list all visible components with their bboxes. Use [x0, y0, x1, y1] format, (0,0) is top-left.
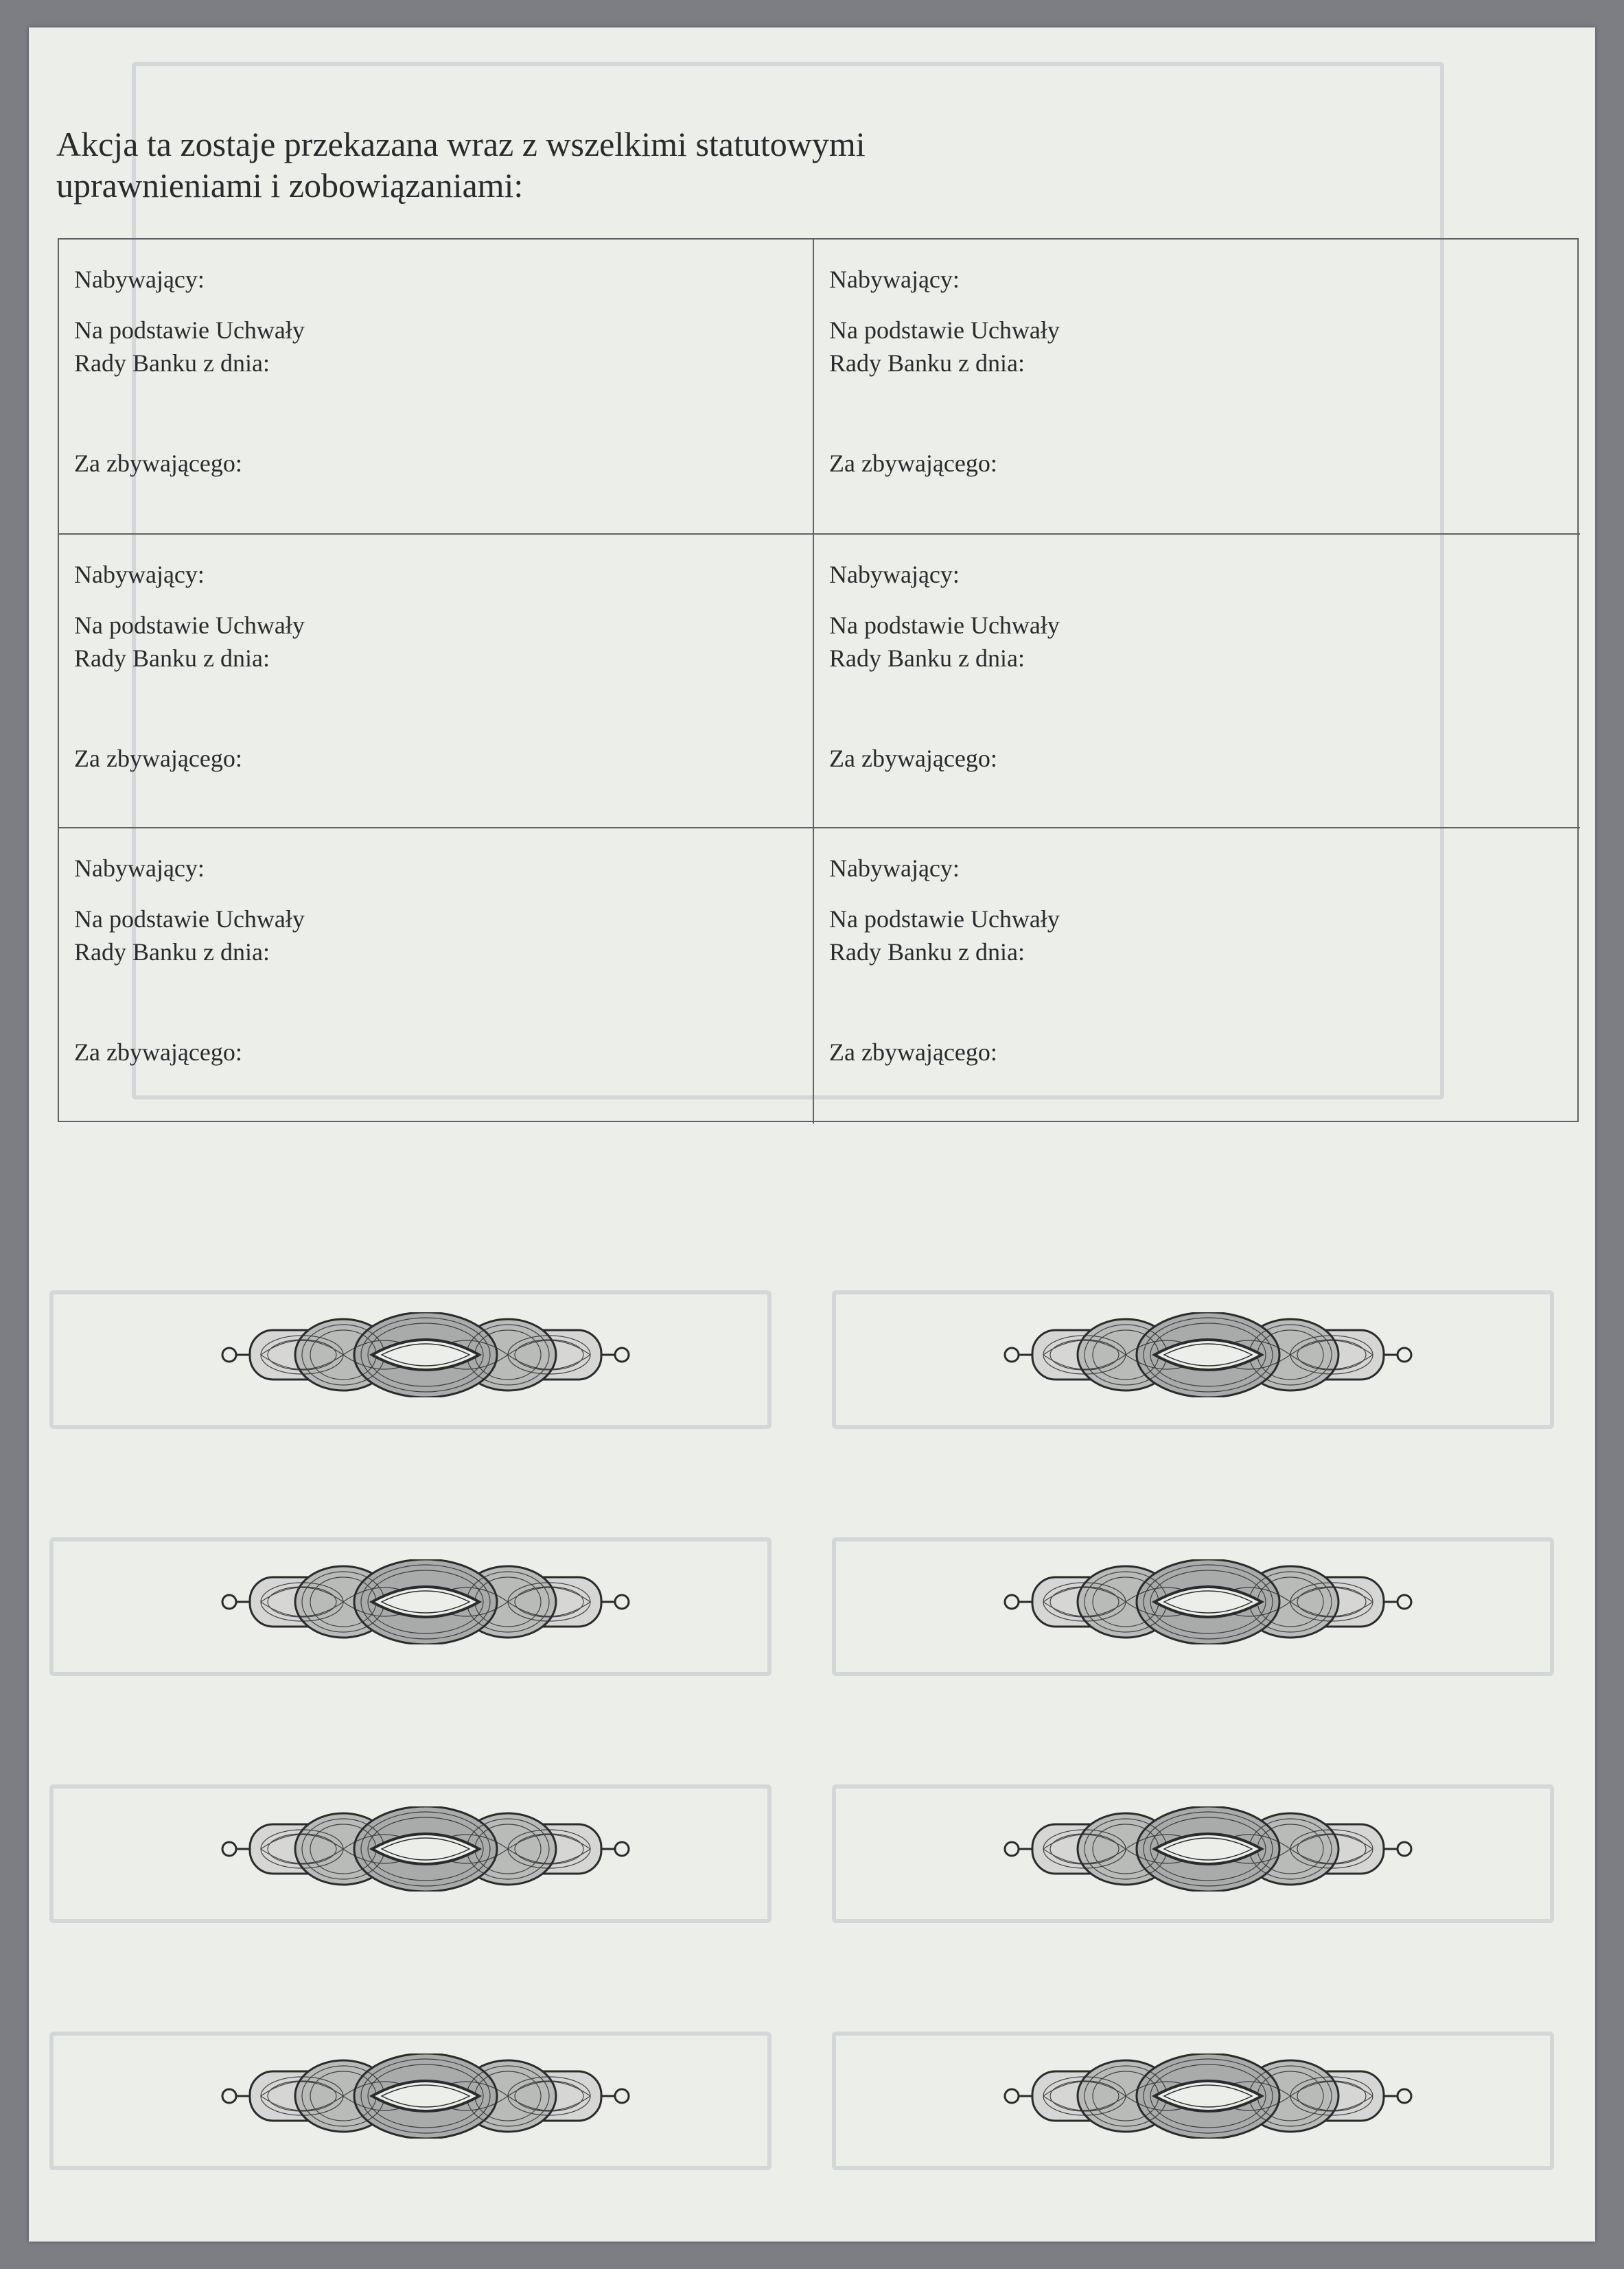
guilloche-rosette-icon [1002, 1806, 1414, 1892]
resolution-line-2: Rady Banku z dnia: [829, 938, 1025, 966]
guilloche-rosette-icon [220, 2053, 631, 2139]
resolution-label [74, 314, 486, 380]
resolution-line-1: Na podstawie Uchwały [829, 316, 1060, 344]
resolution-label [74, 903, 486, 968]
resolution-line-2: Rady Banku z dnia: [74, 349, 270, 377]
resolution-line-1: Na podstawie Uchwały [74, 905, 305, 933]
acquirer-label: Nabywający: [74, 854, 205, 882]
acquirer-label: Nabywający: [829, 854, 960, 882]
seller-label: Za zbywającego: [829, 450, 997, 477]
transfer-cell [814, 535, 1580, 828]
seller-label: Za zbywającego: [74, 745, 242, 772]
guilloche-rosette-icon [220, 1806, 631, 1892]
transfer-cell [814, 240, 1580, 535]
guilloche-rosette-icon [220, 1559, 631, 1644]
resolution-label [829, 314, 1241, 380]
seller-label: Za zbywającego: [829, 745, 997, 772]
guilloche-rosette-icon [220, 1312, 631, 1397]
resolution-label [829, 903, 1241, 968]
transfer-heading [56, 124, 1292, 206]
resolution-line-1: Na podstawie Uchwały [74, 612, 305, 639]
guilloche-rosette-icon [1002, 2053, 1414, 2139]
guilloche-rosette-icon [1002, 1312, 1414, 1397]
seller-label: Za zbywającego: [829, 1038, 997, 1066]
acquirer-label: Nabywający: [829, 266, 960, 293]
transfer-cell [59, 828, 814, 1124]
heading-line-2: uprawnieniami i zobowiązaniami: [56, 166, 524, 205]
resolution-line-2: Rady Banku z dnia: [829, 644, 1025, 672]
resolution-label [829, 609, 1241, 675]
transfer-cell [814, 828, 1580, 1124]
acquirer-label: Nabywający: [74, 561, 205, 588]
resolution-line-2: Rady Banku z dnia: [74, 644, 270, 672]
resolution-line-1: Na podstawie Uchwały [829, 612, 1060, 639]
transfer-cell [59, 535, 814, 828]
resolution-label [74, 609, 486, 675]
resolution-line-1: Na podstawie Uchwały [74, 316, 305, 344]
transfer-table [58, 238, 1579, 1122]
resolution-line-2: Rady Banku z dnia: [829, 349, 1025, 377]
share-certificate-back [29, 27, 1595, 2242]
transfer-cell [59, 240, 814, 535]
acquirer-label: Nabywający: [74, 266, 205, 293]
seller-label: Za zbywającego: [74, 450, 242, 477]
guilloche-rosette-icon [1002, 1559, 1414, 1644]
resolution-line-1: Na podstawie Uchwały [829, 905, 1060, 933]
acquirer-label: Nabywający: [829, 561, 960, 588]
resolution-line-2: Rady Banku z dnia: [74, 938, 270, 966]
heading-line-1: Akcja ta zostaje przekazana wraz z wszelkimi statutowymi [56, 125, 866, 163]
seller-label: Za zbywającego: [74, 1038, 242, 1066]
